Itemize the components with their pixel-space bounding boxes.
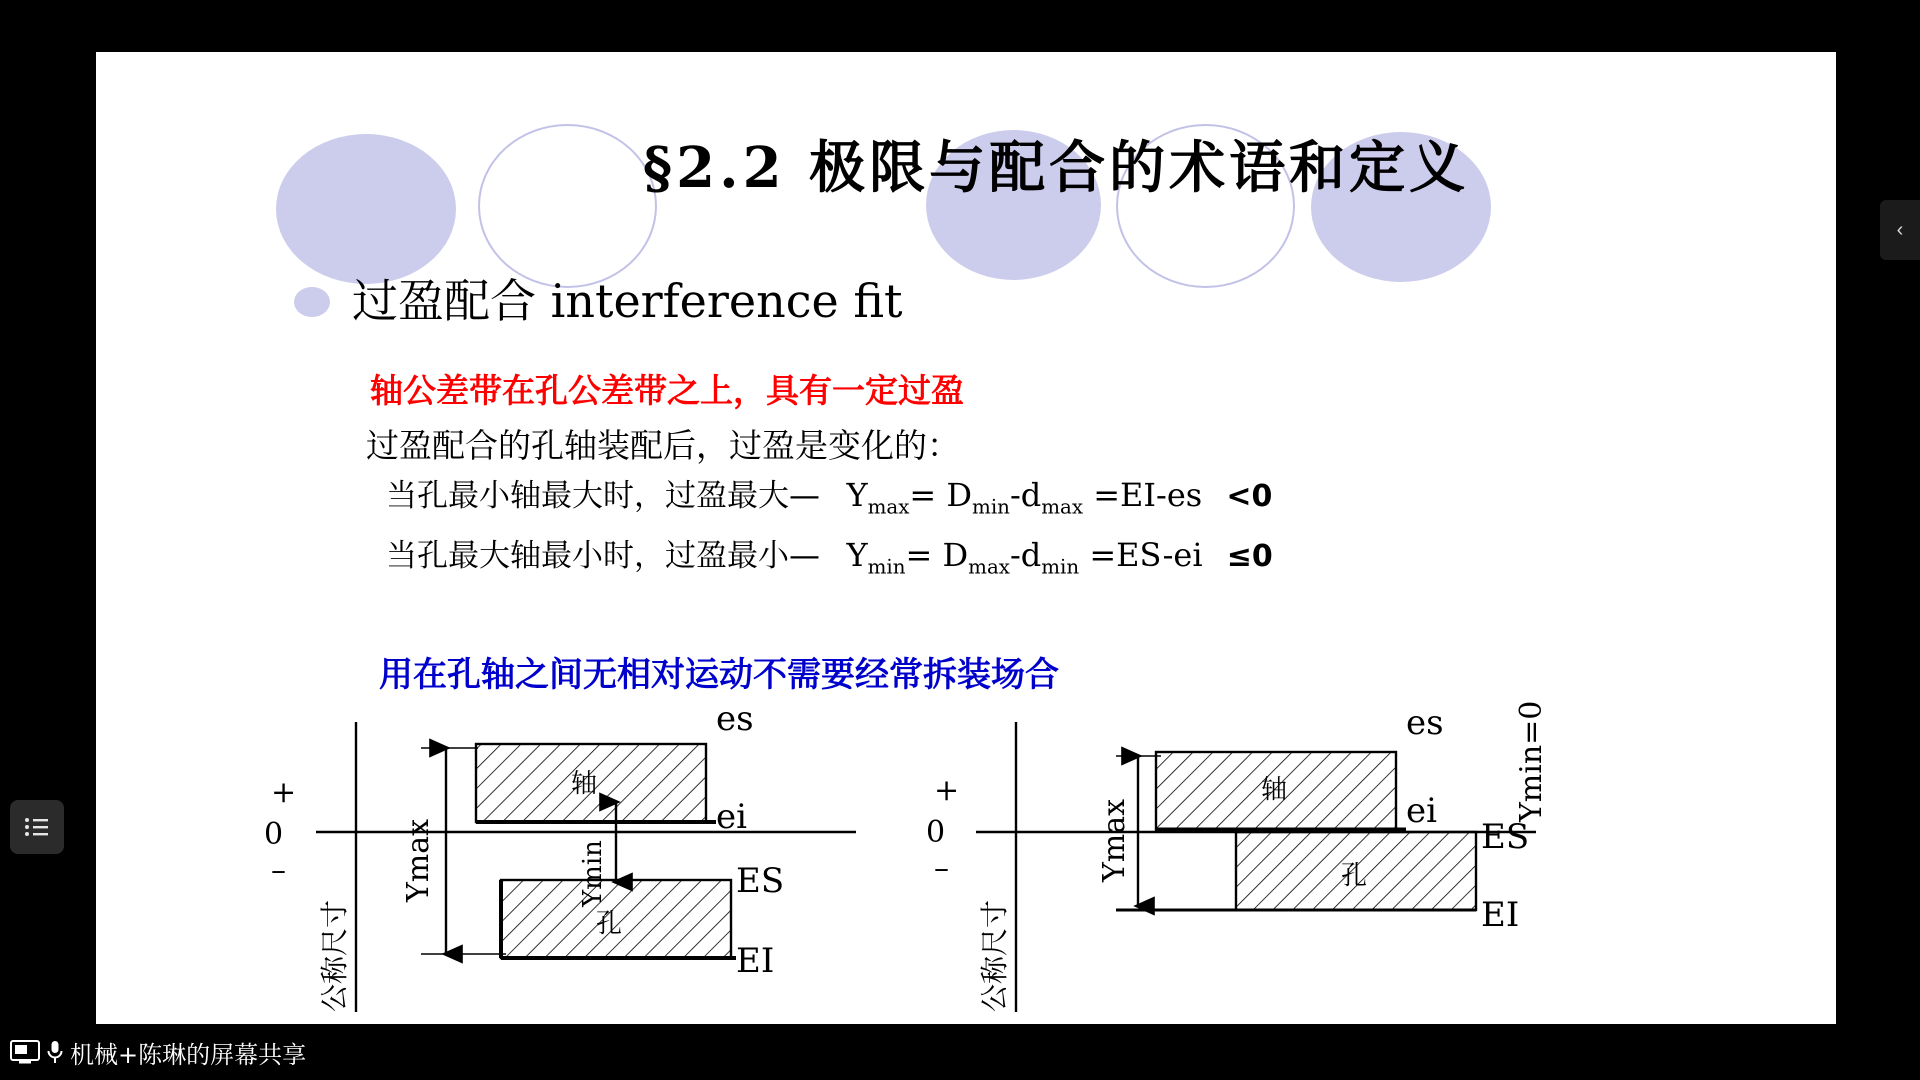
equation-1-expr2: -d	[1009, 476, 1042, 514]
equation-2-expr1-sub: max	[968, 555, 1010, 579]
blue-text-line: 用在孔轴之间无相对运动不需要经常拆装场合	[379, 655, 1059, 695]
equation-2-symbol: Y	[846, 536, 868, 574]
equation-2-expr2-sub: min	[1041, 555, 1080, 579]
EI-label-left: EI	[736, 941, 775, 981]
axis-plus-left: +	[271, 775, 297, 810]
status-bar	[0, 1024, 1920, 1080]
slide-heading: 过盈配合 interference fit	[352, 274, 903, 328]
equation-1-expr2-sub: max	[1041, 495, 1084, 519]
equation-2-symbol-sub: min	[867, 555, 906, 579]
microphone-icon	[46, 1039, 64, 1065]
es-label-right: es	[1406, 703, 1444, 743]
chevron-left-icon: ‹	[1896, 218, 1904, 241]
tolerance-diagram-left	[216, 692, 936, 1022]
equation-2-formula	[846, 536, 1212, 579]
slide-canvas	[96, 52, 1836, 1024]
equation-1-compare: <0	[1226, 479, 1273, 514]
slide-title: §2.2 极限与配合的术语和定义	[642, 135, 1470, 201]
ei-label-left: ei	[716, 797, 747, 837]
hole-band-label-right: 孔	[1341, 861, 1368, 891]
ymin-label-left: Ymin	[578, 840, 608, 907]
ES-label-left: ES	[736, 861, 785, 901]
list-icon	[24, 817, 50, 837]
equation-1-expr1-sub: min	[972, 495, 1010, 519]
equation-2-expr1: = D	[905, 536, 969, 574]
bullet-dot-icon	[294, 287, 330, 317]
red-text-line: 轴公差带在孔公差带之上，具有一定过盈	[370, 371, 964, 410]
axis-zero-left: 0	[264, 817, 284, 852]
nominal-size-label-right: 公称尺寸	[978, 899, 1011, 1012]
equation-2-expr2: -d	[1009, 536, 1042, 574]
hole-band-label-left: 孔	[596, 909, 623, 939]
equation-1-expr1: = D	[909, 476, 973, 514]
equation-row-2	[386, 530, 1273, 578]
equation-1-text: 当孔最小轴最大时，过盈最大—	[386, 478, 820, 514]
shaft-band-label-left: 轴	[571, 769, 598, 799]
es-label-left: es	[716, 699, 754, 739]
ES-label-right: ES	[1481, 817, 1530, 857]
axis-plus-right: +	[934, 773, 960, 808]
ymax-label-right: Ymax	[1097, 798, 1132, 882]
EI-label-right: EI	[1481, 895, 1520, 935]
shaft-band-label-right: 轴	[1261, 775, 1288, 805]
equation-1-formula	[846, 476, 1212, 519]
axis-minus-right: –	[934, 851, 949, 886]
black-text-line: 过盈配合的孔轴装配后，过盈是变化的：	[366, 426, 960, 465]
equation-1-expr3: =EI-es	[1083, 476, 1203, 514]
equation-2-text: 当孔最大轴最小时，过盈最小—	[386, 538, 820, 574]
ei-label-right: ei	[1406, 791, 1437, 831]
ymin-label-right: Ymin=0	[1514, 700, 1549, 822]
nominal-size-label-left: 公称尺寸	[318, 899, 351, 1012]
screen-share-icon	[10, 1039, 40, 1065]
ymax-label-left: Ymax	[401, 818, 436, 902]
collapse-panel-button[interactable]	[1880, 200, 1920, 260]
tolerance-diagram-right	[916, 692, 1676, 1022]
equation-row-1	[386, 470, 1272, 518]
axis-zero-right: 0	[926, 815, 946, 850]
equation-1-symbol: Y	[846, 476, 868, 514]
equation-1-symbol-sub: max	[867, 495, 910, 519]
equation-2-expr3: =ES-ei	[1079, 536, 1203, 574]
axis-minus-left: –	[271, 853, 286, 888]
equation-2-compare: ≤0	[1226, 539, 1273, 574]
share-status-label: 机械+陈琳的屏幕共享	[70, 1040, 307, 1069]
participants-list-button[interactable]	[10, 800, 64, 854]
